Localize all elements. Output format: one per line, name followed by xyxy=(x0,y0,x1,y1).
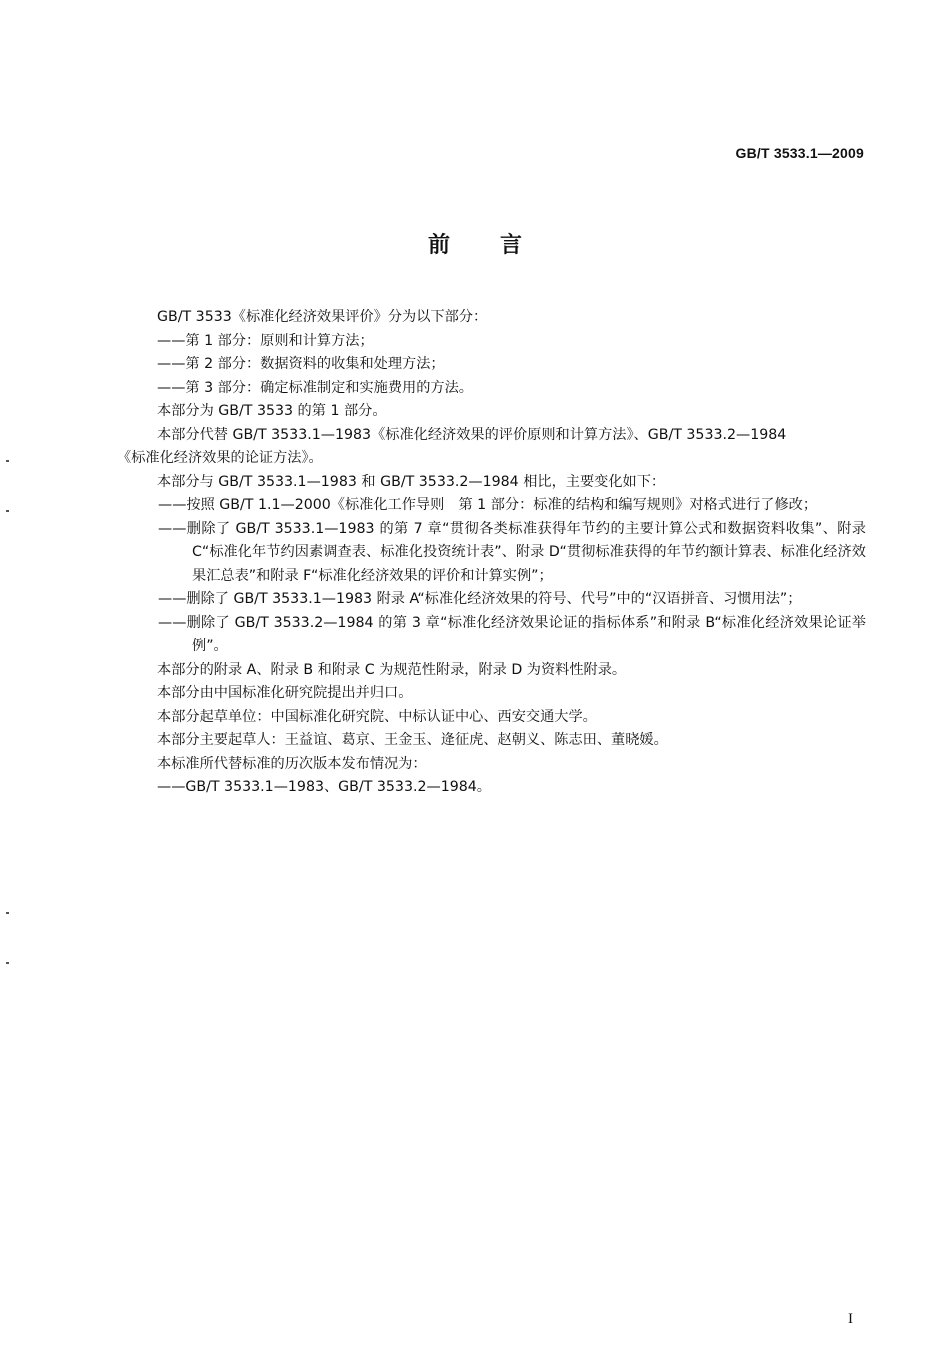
list-item-change-delete-annex-a: ——删除了 GB/T 3533.1—1983 附录 A“标准化经济效果的符号、代号”中的“汉语拼音、习惯用法”； xyxy=(158,591,802,607)
paragraph-annexes: 本部分的附录 A、附录 B 和附录 C 为规范性附录，附录 D 为资料性附录。 xyxy=(157,661,627,678)
paragraph-parts-intro: GB/T 3533《标准化经济效果评价》分为以下部分： xyxy=(157,309,488,325)
list-item-part-2: ——第 2 部分：数据资料的收集和处理方法； xyxy=(157,356,445,372)
page-number: I xyxy=(848,1311,853,1327)
paragraph-drafters: 本部分主要起草人：王益谊、葛京、王金玉、逄征虎、赵朝义、陈志田、董晓媛。 xyxy=(157,732,668,748)
scan-speck xyxy=(6,460,9,462)
paragraph-drafting-units: 本部分起草单位：中国标准化研究院、中标认证中心、西安交通大学。 xyxy=(157,708,597,725)
list-item-change-delete-ch7: ——删除了 GB/T 3533.1—1983 的第 7 章“贯彻各类标准获得年节约的主要计算公式和数据资料收集”、附录 C“标准化年节约因素调查表、标准化投资统计表”、附录 D“贯彻标准获得的年节约额计算表、标准化经济效果汇总表”和附录 F“标准化经济效果的评价和计算实例”； xyxy=(158,520,866,584)
paragraph-replaces-line2: 《标准化经济效果的论证方法》。 xyxy=(117,450,323,466)
list-item-change-delete-ch3: ——删除了 GB/T 3533.2—1984 的第 3 章“标准化经济效果论证的指标体系”和附录 B“标准化经济效果论证举例”。 xyxy=(158,614,866,654)
list-item-change-format: ——按照 GB/T 1.1—2000《标准化工作导则 第 1 部分：标准的结构和编写规则》对格式进行了修改； xyxy=(158,497,818,513)
paragraph-replaces-line1: 本部分代替 GB/T 3533.1—1983《标准化经济效果的评价原则和计算方法》、GB/T 3533.2—1984 xyxy=(157,426,787,443)
list-item-history: ——GB/T 3533.1—1983、GB/T 3533.2—1984。 xyxy=(157,779,491,795)
list-item-part-1: ——第 1 部分：原则和计算方法； xyxy=(157,332,374,349)
scan-speck xyxy=(6,912,9,914)
paragraph-changes-intro: 本部分与 GB/T 3533.1—1983 和 GB/T 3533.2—1984 相比，主要变化如下： xyxy=(157,473,666,490)
foreword-body xyxy=(117,306,866,800)
list-item-part-3: ——第 3 部分：确定标准制定和实施费用的方法。 xyxy=(157,379,473,396)
paragraph-this-part: 本部分为 GB/T 3533 的第 1 部分。 xyxy=(157,403,387,419)
page-title: 前言 xyxy=(427,233,572,258)
scan-speck xyxy=(6,962,9,964)
paragraph-history-intro: 本标准所代替标准的历次版本发布情况为： xyxy=(157,755,427,772)
scan-speck xyxy=(6,510,9,512)
paragraph-proposer: 本部分由中国标准化研究院提出并归口。 xyxy=(157,685,413,701)
standard-code: GB/T 3533.1—2009 xyxy=(735,145,864,161)
